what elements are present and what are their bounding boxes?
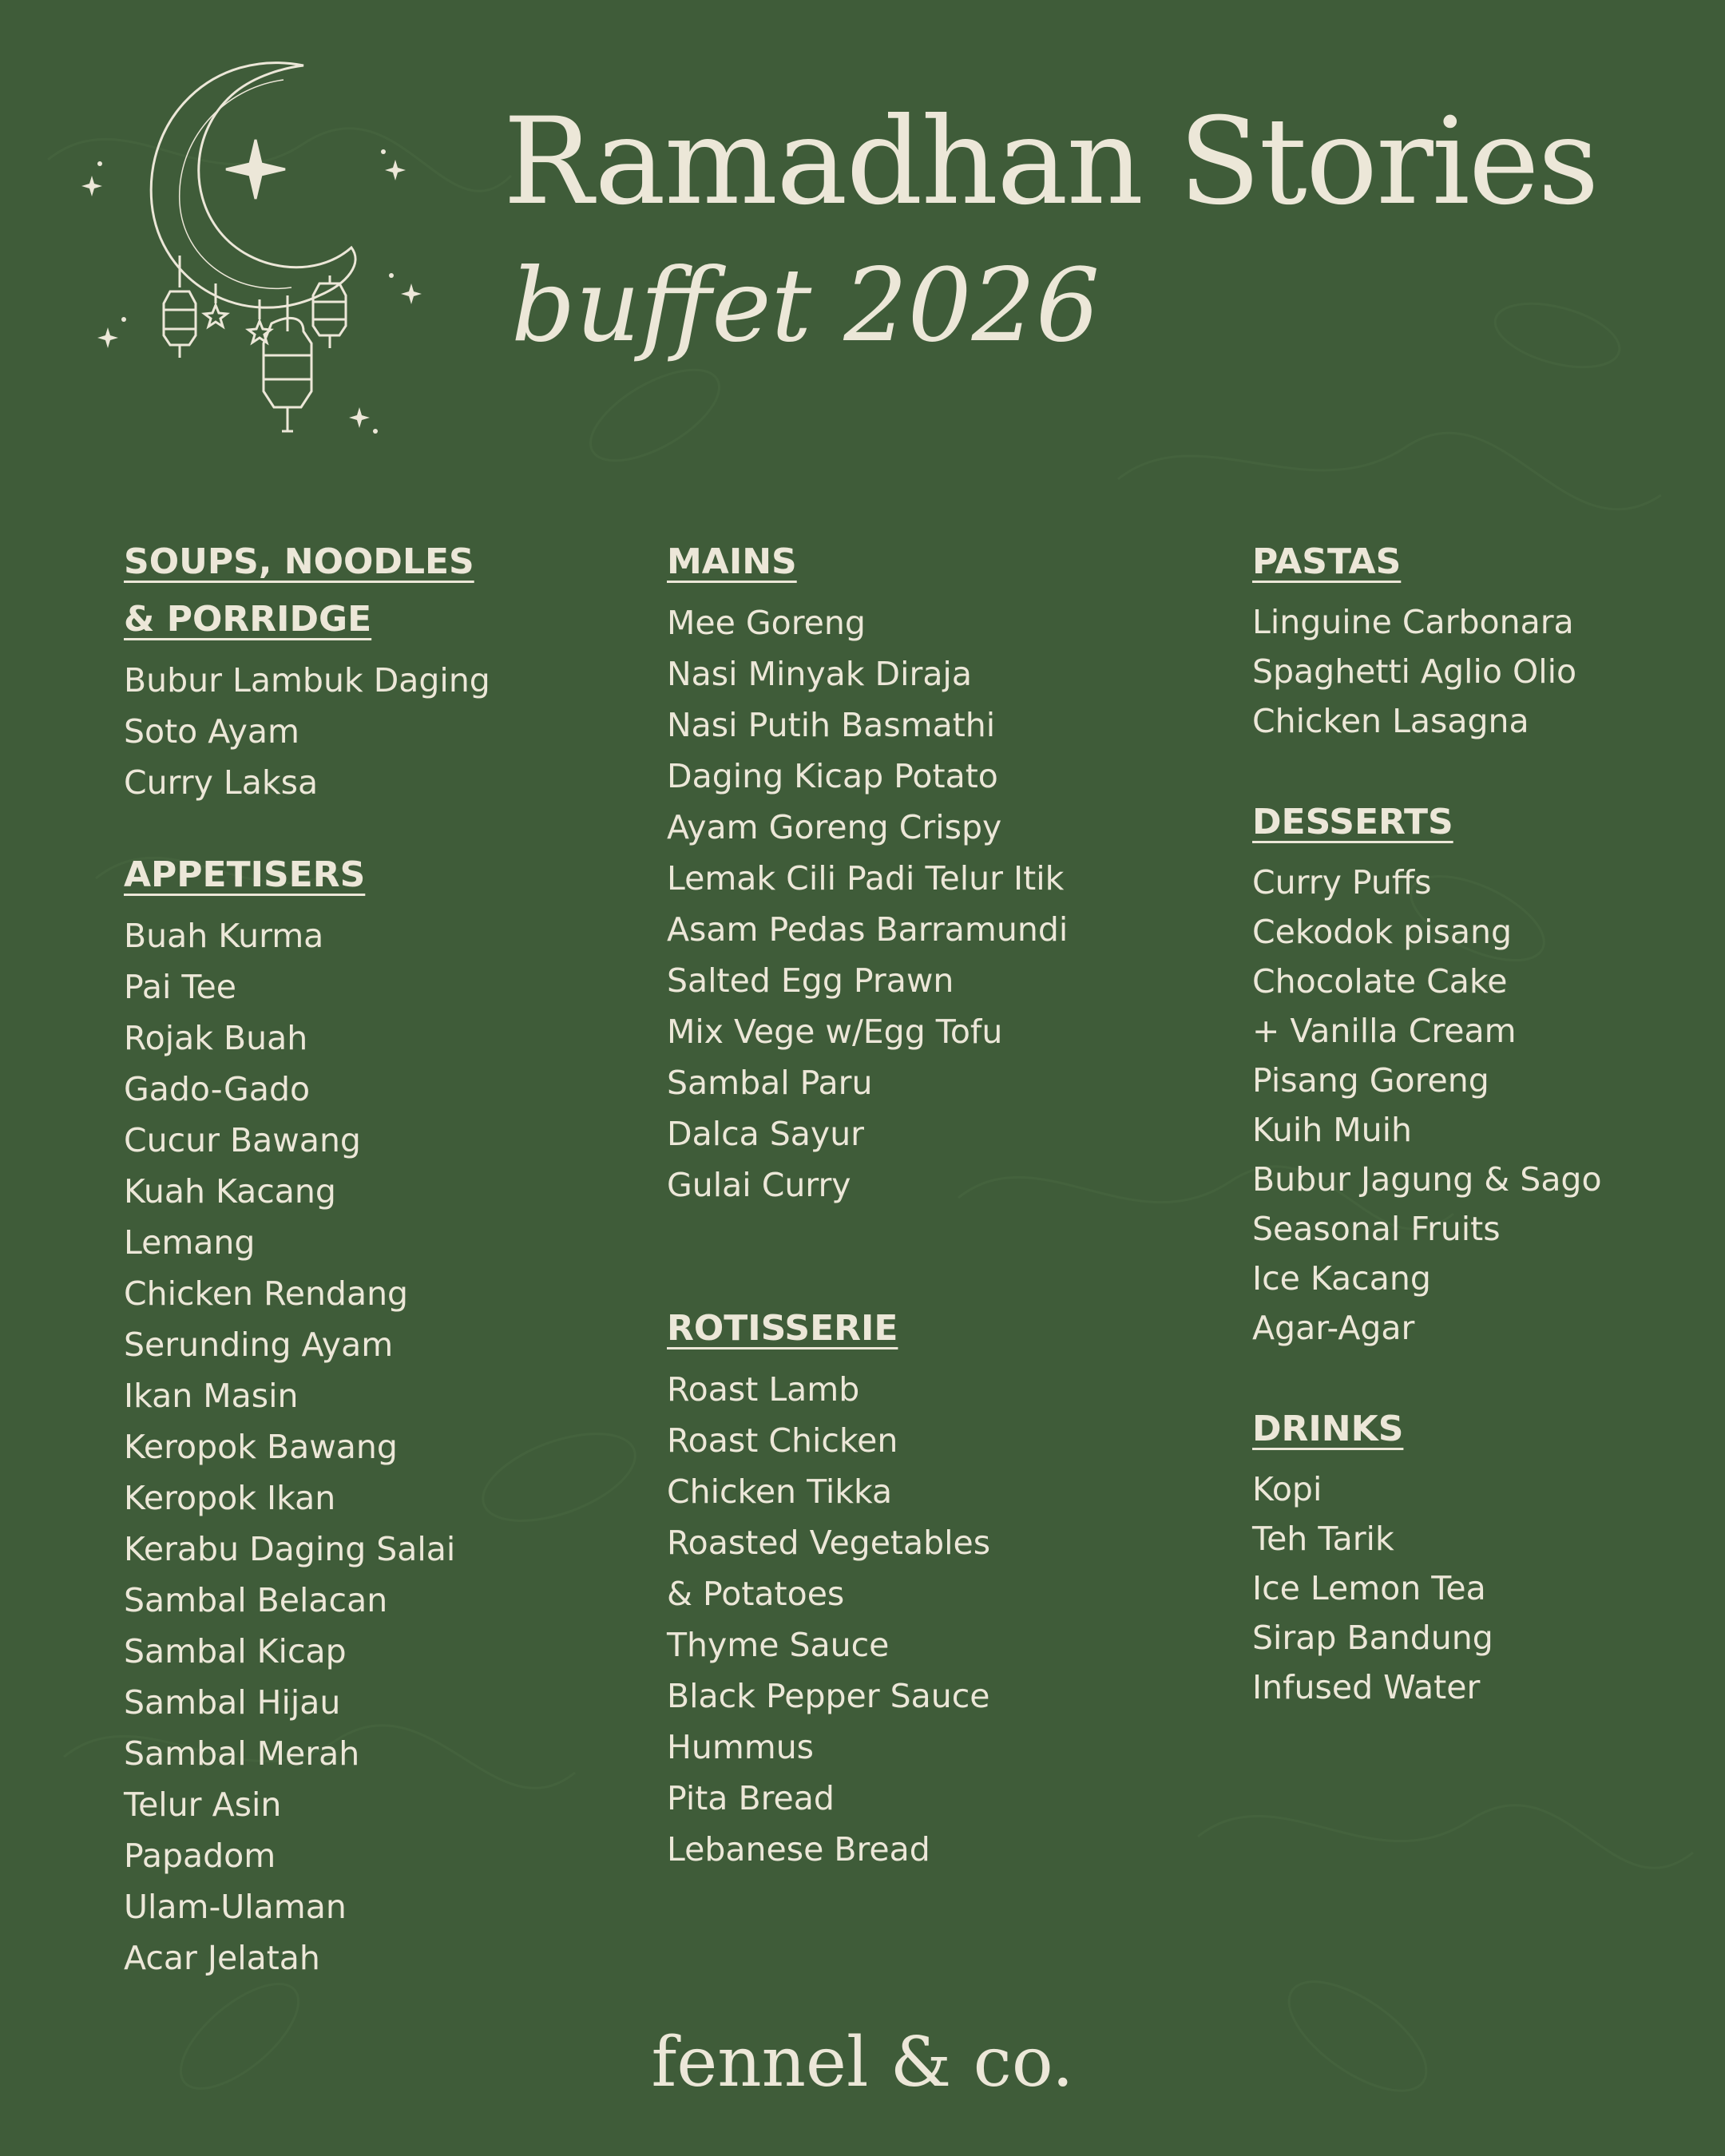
list-item: + Vanilla Cream (1252, 1012, 1517, 1050)
list-item: Ice Lemon Tea (1252, 1569, 1486, 1607)
list-item: Nasi Putih Basmathi (667, 706, 996, 744)
list-item: Agar-Agar (1252, 1309, 1415, 1347)
menu-column-1 (124, 533, 603, 1984)
section-rotisserie (667, 1300, 1194, 1875)
list-item: Curry Puffs (1252, 863, 1432, 902)
section-soups (124, 533, 603, 808)
list-item: Papadom (124, 1837, 276, 1875)
item-list (124, 655, 603, 808)
item-list (1252, 597, 1699, 746)
list-item: Chicken Rendang (124, 1274, 409, 1313)
list-item: Chicken Lasagna (1252, 702, 1529, 740)
list-item: Kuih Muih (1252, 1111, 1412, 1149)
list-item: Ice Kacang (1252, 1259, 1431, 1298)
section-appetisers (124, 846, 603, 1984)
section-title: APPETISERS (124, 854, 366, 895)
list-item: Pisang Goreng (1252, 1061, 1489, 1100)
list-item: Dalca Sayur (667, 1115, 865, 1153)
list-item: Thyme Sauce (667, 1626, 890, 1664)
list-item: Kerabu Daging Salai (124, 1530, 456, 1568)
section-drinks (1252, 1401, 1699, 1712)
menu-column-3 (1252, 533, 1699, 1712)
list-item: Sambal Hijau (124, 1683, 341, 1722)
list-item: Soto Ayam (124, 712, 299, 751)
list-item: Ulam-Ulaman (124, 1888, 347, 1926)
list-item: Ayam Goreng Crispy (667, 808, 1002, 846)
list-item: Sambal Merah (124, 1734, 360, 1773)
list-item: & Potatoes (667, 1575, 845, 1613)
list-item: Teh Tarik (1252, 1520, 1394, 1558)
list-item: Cekodok pisang (1252, 913, 1513, 951)
list-item: Buah Kurma (124, 917, 324, 955)
list-item: Gado-Gado (124, 1070, 311, 1108)
list-item: Roast Chicken (667, 1421, 898, 1460)
list-item: Lemang (124, 1223, 256, 1262)
list-item: Bubur Lambuk Daging (124, 661, 490, 700)
list-item: Sambal Kicap (124, 1632, 347, 1671)
list-item: Cucur Bawang (124, 1121, 361, 1159)
page-subtitle: buffet 2026 (511, 247, 1100, 364)
list-item: Lemak Cili Padi Telur Itik (667, 859, 1065, 898)
section-title: DESSERTS (1252, 802, 1453, 842)
section-title: SOUPS, NOODLES & PORRIDGE (124, 541, 474, 640)
list-item: Spaghetti Aglio Olio (1252, 652, 1577, 691)
list-item: Hummus (667, 1728, 815, 1766)
list-item: Mix Vege w/Egg Tofu (667, 1013, 1003, 1051)
section-desserts (1252, 794, 1699, 1353)
list-item: Bubur Jagung & Sago (1252, 1160, 1602, 1199)
section-pastas (1252, 533, 1699, 746)
list-item: Keropok Bawang (124, 1428, 398, 1466)
list-item: Asam Pedas Barramundi (667, 910, 1069, 949)
list-item: Nasi Minyak Diraja (667, 655, 972, 693)
list-item: Chicken Tikka (667, 1472, 893, 1511)
section-title: DRINKS (1252, 1409, 1404, 1449)
list-item: Linguine Carbonara (1252, 603, 1574, 641)
item-list (1252, 1464, 1699, 1712)
list-item: Mee Goreng (667, 604, 866, 642)
list-item: Sambal Belacan (124, 1581, 388, 1619)
list-item: Roast Lamb (667, 1370, 860, 1409)
item-list (667, 597, 1194, 1211)
list-item: Keropok Ikan (124, 1479, 336, 1517)
list-item: Black Pepper Sauce (667, 1677, 990, 1715)
item-list (667, 1364, 1194, 1875)
list-item: Sambal Paru (667, 1064, 873, 1102)
list-item: Ikan Masin (124, 1377, 299, 1415)
crescent-moon-lanterns-icon (76, 56, 427, 463)
list-item: Seasonal Fruits (1252, 1210, 1501, 1248)
list-item: Kuah Kacang (124, 1172, 336, 1211)
brand-logo-text: fennel & co. (651, 2023, 1074, 2102)
list-item: Acar Jelatah (124, 1939, 320, 1977)
list-item: Roasted Vegetables (667, 1524, 991, 1562)
section-title: ROTISSERIE (667, 1308, 898, 1349)
list-item: Chocolate Cake (1252, 962, 1508, 1001)
list-item: Curry Laksa (124, 763, 319, 802)
menu-column-2 (667, 533, 1194, 1875)
list-item: Salted Egg Prawn (667, 961, 954, 1000)
list-item: Kopi (1252, 1470, 1322, 1508)
list-item: Gulai Curry (667, 1166, 851, 1204)
list-item: Daging Kicap Potato (667, 757, 998, 795)
list-item: Pai Tee (124, 968, 236, 1006)
item-list (1252, 858, 1699, 1353)
list-item: Sirap Bandung (1252, 1619, 1493, 1657)
list-item: Pita Bread (667, 1779, 835, 1817)
list-item: Serunding Ayam (124, 1326, 394, 1364)
list-item: Lebanese Bread (667, 1830, 930, 1869)
list-item: Infused Water (1252, 1668, 1481, 1706)
page-title: Ramadhan Stories (503, 93, 1598, 232)
section-title: PASTAS (1252, 541, 1402, 582)
item-list (124, 910, 603, 1984)
section-title: MAINS (667, 541, 797, 582)
list-item: Rojak Buah (124, 1019, 308, 1057)
list-item: Telur Asin (124, 1785, 282, 1824)
section-mains (667, 533, 1194, 1211)
